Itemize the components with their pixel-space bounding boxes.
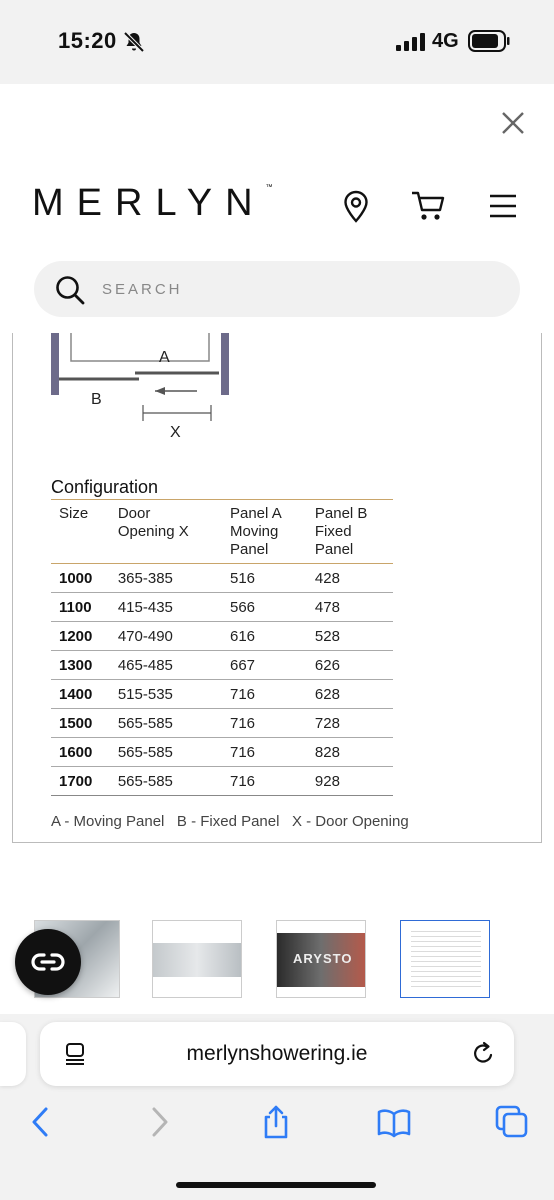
cell-opening: 515-535 [110,680,222,709]
cell-panel-b: 478 [307,593,393,622]
diagram-label-x: X [170,424,181,441]
reload-icon[interactable] [470,1040,496,1068]
table-row [51,680,393,709]
cell-panel-a: 716 [222,709,307,738]
configuration-table [51,503,393,796]
col-pa-l2: Moving [229,523,279,540]
logo-trademark: ™ [265,184,273,191]
cell-size: 1700 [51,767,110,796]
cell-panel-a: 716 [222,767,307,796]
merlyn-logo[interactable] [32,182,273,225]
shower-door-diagram [49,333,249,443]
table-row [51,738,393,767]
chat-link-icon [31,951,65,973]
status-bar [0,0,554,84]
logo-text: MERLYN [32,182,266,224]
cell-size: 1200 [51,622,110,651]
search-input[interactable] [102,275,502,303]
cart-icon[interactable] [410,190,446,222]
table-row [51,709,393,738]
cell-size: 1300 [51,651,110,680]
col-panel-b [307,503,393,564]
back-icon[interactable] [22,1104,58,1140]
location-pin-icon[interactable] [340,190,372,224]
thumbnail-2[interactable] [152,920,242,998]
table-row [51,593,393,622]
status-time: 15:20 [58,28,117,53]
cell-panel-a: 616 [222,622,307,651]
chat-button[interactable] [15,929,81,995]
cell-panel-b: 628 [307,680,393,709]
thumbnail-4-image [411,927,481,991]
col-pb-l2: Fixed [314,523,352,540]
cell-size: 1600 [51,738,110,767]
cell-panel-b: 428 [307,564,393,593]
bookmarks-icon[interactable] [376,1104,412,1140]
col-panel-a [222,503,307,564]
col-door-opening [110,503,222,564]
thumbnail-3[interactable] [276,920,366,998]
cell-size: 1000 [51,564,110,593]
hamburger-menu-icon[interactable] [488,192,518,220]
cell-size: 1500 [51,709,110,738]
col-size [51,503,110,564]
cell-opening: 365-385 [110,564,222,593]
col-pb-l1: Panel B [314,505,368,522]
col-door-l1: Door [117,505,151,522]
share-icon[interactable] [258,1104,294,1140]
col-pa-l1: Panel A [229,505,282,522]
browser-toolbar [0,1014,554,1200]
battery-icon [468,30,510,52]
address-bar[interactable] [40,1022,514,1086]
col-pa-l3: Panel [229,541,269,558]
thumbnail-4-selected[interactable] [400,920,490,998]
cell-opening: 565-585 [110,738,222,767]
cell-panel-a: 716 [222,680,307,709]
signal-icon [396,33,426,51]
previous-tab-peek[interactable] [0,1022,26,1086]
col-size-l1: Size [59,505,89,522]
col-door-l2: Opening X [117,523,189,540]
cell-opening: 470-490 [110,622,222,651]
thumbnail-3-text: ARYSTO [293,951,353,966]
diagram-label-a: A [159,349,170,366]
cell-panel-b: 528 [307,622,393,651]
home-indicator[interactable] [176,1182,376,1188]
table-row [51,767,393,796]
product-spec-image [12,333,542,843]
table-row [51,651,393,680]
col-pb-l3: Panel [314,541,354,558]
cell-opening: 415-435 [110,593,222,622]
table-header-row [51,503,393,564]
cell-size: 1100 [51,593,110,622]
thumbnail-2-image [153,943,241,977]
cell-opening: 565-585 [110,709,222,738]
search-icon [54,274,86,306]
forward-icon[interactable] [142,1104,178,1140]
search-bar[interactable] [34,261,520,317]
cell-panel-a: 667 [222,651,307,680]
tabs-icon[interactable] [494,1104,530,1140]
spec-legend: A - Moving Panel B - Fixed Panel X - Door Opening [51,813,409,830]
cell-size: 1400 [51,680,110,709]
url-text: merlynshowering.ie [186,1042,368,1065]
close-icon[interactable] [500,110,526,136]
table-row [51,622,393,651]
cell-opening: 565-585 [110,767,222,796]
diagram-label-b: B [91,391,102,408]
cell-panel-b: 828 [307,738,393,767]
network-type: 4G [432,30,459,52]
table-row [51,564,393,593]
cell-panel-a: 716 [222,738,307,767]
cell-panel-a: 516 [222,564,307,593]
thumbnail-strip [0,920,554,1000]
cell-panel-a: 566 [222,593,307,622]
cell-panel-b: 728 [307,709,393,738]
bell-muted-icon [122,30,146,54]
cell-panel-b: 626 [307,651,393,680]
cell-opening: 465-485 [110,651,222,680]
configuration-title: Configuration [51,477,393,500]
cell-panel-b: 928 [307,767,393,796]
